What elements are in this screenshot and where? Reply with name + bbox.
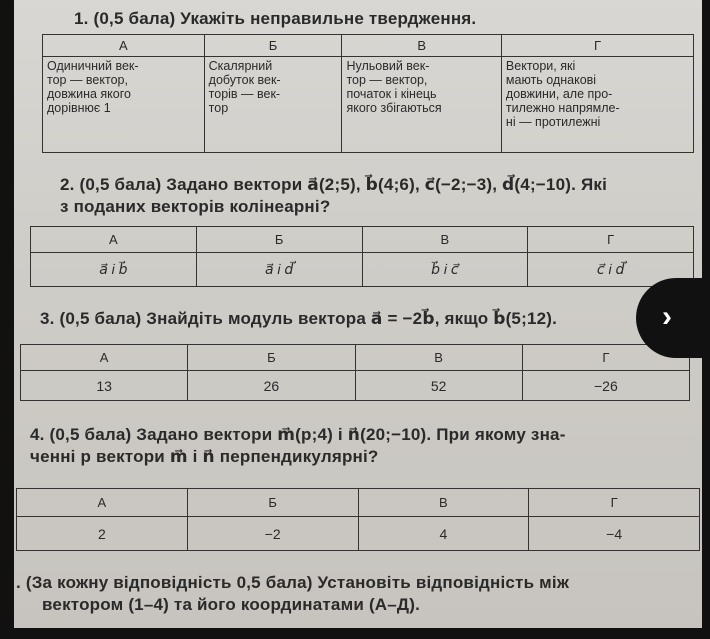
q2-header-c: В — [362, 227, 528, 253]
q1-cell-b: Скалярний добуток век- торів — век- тор — [204, 57, 342, 153]
question-1-table — [42, 34, 694, 153]
q2-answer-c: b⃗ і c⃗ — [362, 253, 528, 287]
question-1-title: 1. (0,5 бала) Укажіть неправильне твердження. — [74, 9, 477, 28]
q3-header-d: Г — [522, 345, 689, 371]
q3-header-a: А — [21, 345, 188, 371]
q4-answer-a: 2 — [17, 517, 188, 551]
q2-header-d: Г — [528, 227, 694, 253]
q2-answer-d: c⃗ і d⃗ — [528, 253, 694, 287]
q3-answer-d: −26 — [522, 371, 689, 401]
question-3-table — [20, 344, 690, 401]
textbook-page — [14, 0, 702, 628]
q1-header-b: Б — [204, 35, 342, 57]
q4-answer-b: −2 — [187, 517, 358, 551]
q1-header-c: В — [342, 35, 501, 57]
q1-header-d: Г — [501, 35, 693, 57]
question-2-table — [30, 226, 694, 287]
q3-header-c: В — [355, 345, 522, 371]
question-5-title: . (За кожну відповідність 0,5 бала) Установіть відповідність між вектором (1–4) та його координатами (А–Д). — [16, 573, 570, 614]
q4-header-b: Б — [187, 489, 358, 517]
q3-header-b: Б — [188, 345, 355, 371]
chevron-right-icon: › — [662, 300, 672, 333]
q4-header-a: А — [17, 489, 188, 517]
q2-answer-a: a⃗ і b⃗ — [31, 253, 197, 287]
q1-cell-c: Нульовий век- тор — вектор, початок і кінець якого збігаються — [342, 57, 501, 153]
q4-answer-c: 4 — [358, 517, 529, 551]
q2-header-b: Б — [196, 227, 362, 253]
q2-header-a: А — [31, 227, 197, 253]
question-4-table — [16, 488, 700, 551]
q4-header-c: В — [358, 489, 529, 517]
q1-cell-a: Одиничний век- тор — вектор, довжина якого дорівнює 1 — [43, 57, 205, 153]
q4-header-d: Г — [529, 489, 700, 517]
q4-answer-d: −4 — [529, 517, 700, 551]
next-page-button[interactable] — [636, 278, 710, 358]
question-4-title: 4. (0,5 бала) Задано вектори m⃗(p;4) і n⃗(20;−10). При якому зна- ченні p вектори m⃗ і n⃗ перпендикулярні? — [30, 425, 566, 466]
q1-header-a: А — [43, 35, 205, 57]
q2-answer-b: a⃗ і d⃗ — [196, 253, 362, 287]
q3-answer-b: 26 — [188, 371, 355, 401]
question-3-title: 3. (0,5 бала) Знайдіть модуль вектора a⃗ = −2b⃗, якщо b⃗(5;12). — [40, 309, 558, 328]
q1-cell-d: Вектори, які мають однакові довжини, але про- тилежно напрямле- ні — протилежні — [501, 57, 693, 153]
q3-answer-a: 13 — [21, 371, 188, 401]
question-2-title: 2. (0,5 бала) Задано вектори a⃗(2;5), b⃗(4;6), c⃗(−2;−3), d⃗(4;−10). Які з поданих векторів колінеарні? — [60, 175, 607, 216]
q3-answer-c: 52 — [355, 371, 522, 401]
